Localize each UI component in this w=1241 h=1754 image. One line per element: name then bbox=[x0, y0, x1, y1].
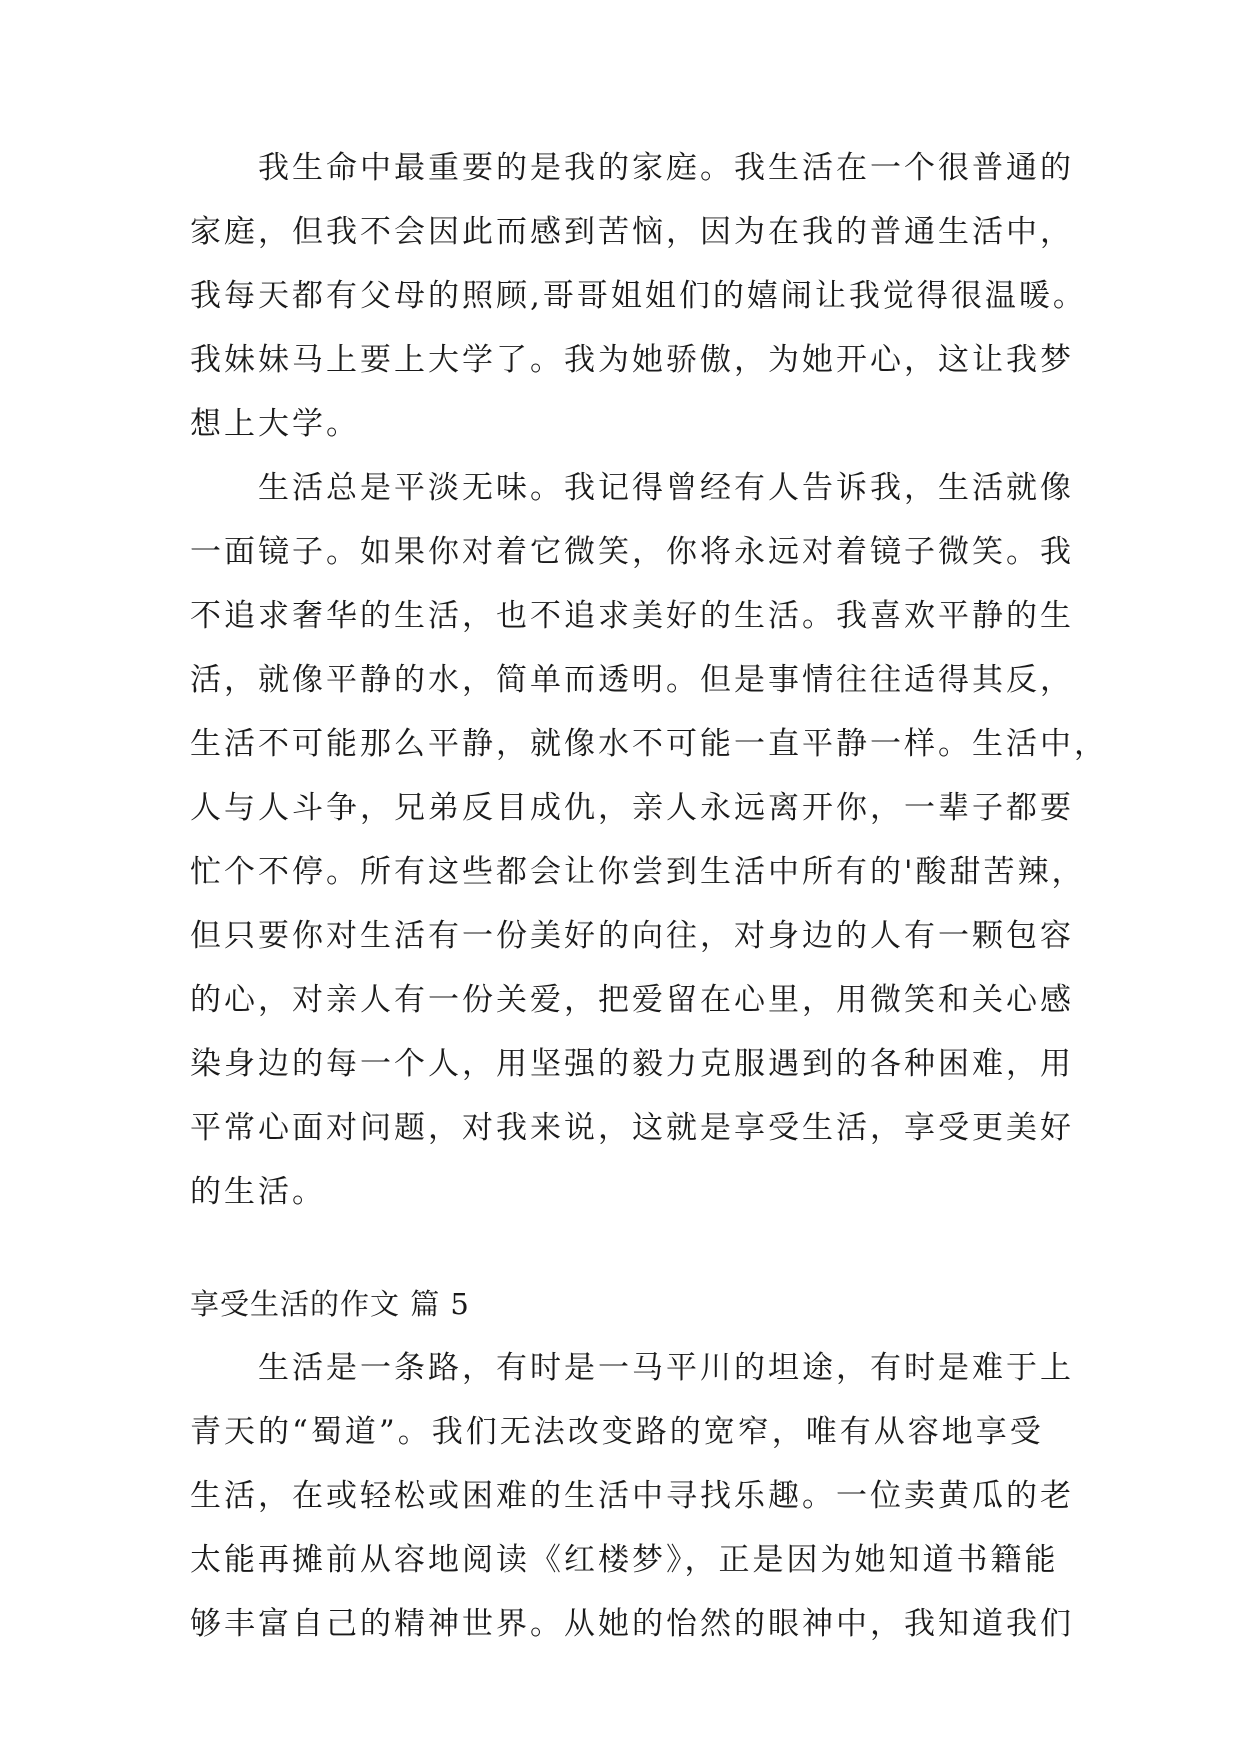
text-line: 想上大学。 bbox=[190, 406, 360, 442]
text-line: 生活不可能那么平静，就像水不可能一直平静一样。生活中， bbox=[190, 726, 1108, 762]
section-heading: 享受生活的作文 篇 5 bbox=[190, 1287, 470, 1321]
text-line: 太能再摊前从容地阅读《红楼梦》，正是因为她知道书籍能 bbox=[190, 1542, 1059, 1578]
text-line: 生活是一条路，有时是一马平川的坦途，有时是难于上 bbox=[190, 1350, 1074, 1386]
text-line: 的生活。 bbox=[190, 1174, 326, 1210]
text-line: 家庭，但我不会因此而感到苦恼，因为在我的普通生活中， bbox=[190, 214, 1074, 250]
text-line: 青天的“蜀道”。我们无法改变路的宽窄，唯有从容地享受 bbox=[190, 1414, 1044, 1450]
text-line: 我生命中最重要的是我的家庭。我生活在一个很普通的 bbox=[190, 150, 1074, 186]
text-line: 忙个不停。所有这些都会让你尝到生活中所有的'酸甜苦辣， bbox=[190, 854, 1086, 890]
text-line: 平常心面对问题，对我来说，这就是享受生活，享受更美好 bbox=[190, 1110, 1074, 1146]
text-line: 够丰富自己的精神世界。从她的怡然的眼神中，我知道我们 bbox=[190, 1606, 1074, 1642]
text-line: 不追求奢华的生活，也不追求美好的生活。我喜欢平静的生 bbox=[190, 598, 1074, 634]
text-line: 我妹妹马上要上大学了。我为她骄傲，为她开心，这让我梦 bbox=[190, 342, 1074, 378]
text-line: 一面镜子。如果你对着它微笑，你将永远对着镜子微笑。我 bbox=[190, 534, 1074, 570]
text-line: 活，就像平静的水，简单而透明。但是事情往往适得其反， bbox=[190, 662, 1074, 698]
text-line: 我每天都有父母的照顾,哥哥姐姐们的嬉闹让我觉得很温暖。 bbox=[190, 278, 1087, 314]
text-line: 生活，在或轻松或困难的生活中寻找乐趣。一位卖黄瓜的老 bbox=[190, 1478, 1074, 1514]
text-line: 但只要你对生活有一份美好的向往，对身边的人有一颗包容 bbox=[190, 918, 1074, 954]
text-line: 染身边的每一个人，用坚强的毅力克服遇到的各种困难，用 bbox=[190, 1046, 1074, 1082]
text-line: 生活总是平淡无味。我记得曾经有人告诉我，生活就像 bbox=[190, 470, 1074, 506]
text-line: 人与人斗争，兄弟反目成仇，亲人永远离开你，一辈子都要 bbox=[190, 790, 1074, 826]
text-line: 的心，对亲人有一份关爱，把爱留在心里，用微笑和关心感 bbox=[190, 982, 1074, 1018]
